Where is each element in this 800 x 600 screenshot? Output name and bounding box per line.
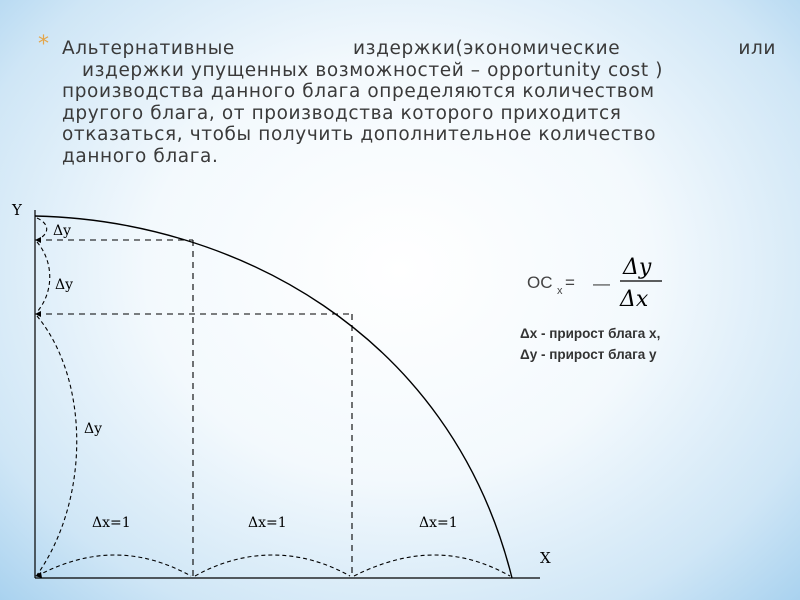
arrow-tip-y-3 xyxy=(35,572,42,578)
delta-y-label-2: Δy xyxy=(55,277,74,293)
delta-x-arc-1 xyxy=(37,555,191,576)
paragraph-line-2: издержки упущенных возможностей – opportunity cost ) xyxy=(82,59,664,81)
y-axis-label: Y xyxy=(12,201,22,219)
delta-y-label-3: Δy xyxy=(84,421,103,437)
paragraph-line-5: отказаться, чтобы получить дополнительное количество xyxy=(62,124,657,145)
arrow-tip-y-2 xyxy=(35,311,41,317)
delta-x-label-2: Δx=1 xyxy=(248,515,287,531)
delta-y-arc-2 xyxy=(37,242,50,312)
formula-oc: OC xyxy=(527,273,553,292)
formula-numerator: Δy xyxy=(623,255,652,280)
formula-equals: = xyxy=(565,273,575,292)
formula-denominator: Δx xyxy=(620,287,649,312)
delta-y-arc-3 xyxy=(37,316,77,575)
formula-minus: — xyxy=(593,274,610,293)
delta-x-arc-3 xyxy=(354,555,510,576)
delta-x-label-1: Δx=1 xyxy=(92,515,131,531)
delta-y-arc-1 xyxy=(37,218,47,240)
delta-x-arc-2 xyxy=(195,555,350,576)
paragraph-line-6: данного блага. xyxy=(62,145,219,167)
delta-y-label-1: Δy xyxy=(53,223,72,239)
bullet-marker: * xyxy=(38,32,49,57)
arrow-tip-y-1 xyxy=(35,237,41,243)
legend-delta-y: Δy - прирост блага y xyxy=(520,347,657,362)
delta-x-label-3: Δx=1 xyxy=(419,515,458,531)
legend-delta-x: Δx - прирост блага x, xyxy=(520,326,661,341)
paragraph-line-4: другого блага, от производства которого приходится xyxy=(62,102,622,124)
paragraph-line-1: Альтернативные издержки(экономические или xyxy=(62,38,776,59)
paragraph-line-3: производства данного блага определяются количеством xyxy=(62,81,655,102)
formula-oc-subscript: x xyxy=(557,285,563,297)
x-axis-label: X xyxy=(540,549,551,567)
